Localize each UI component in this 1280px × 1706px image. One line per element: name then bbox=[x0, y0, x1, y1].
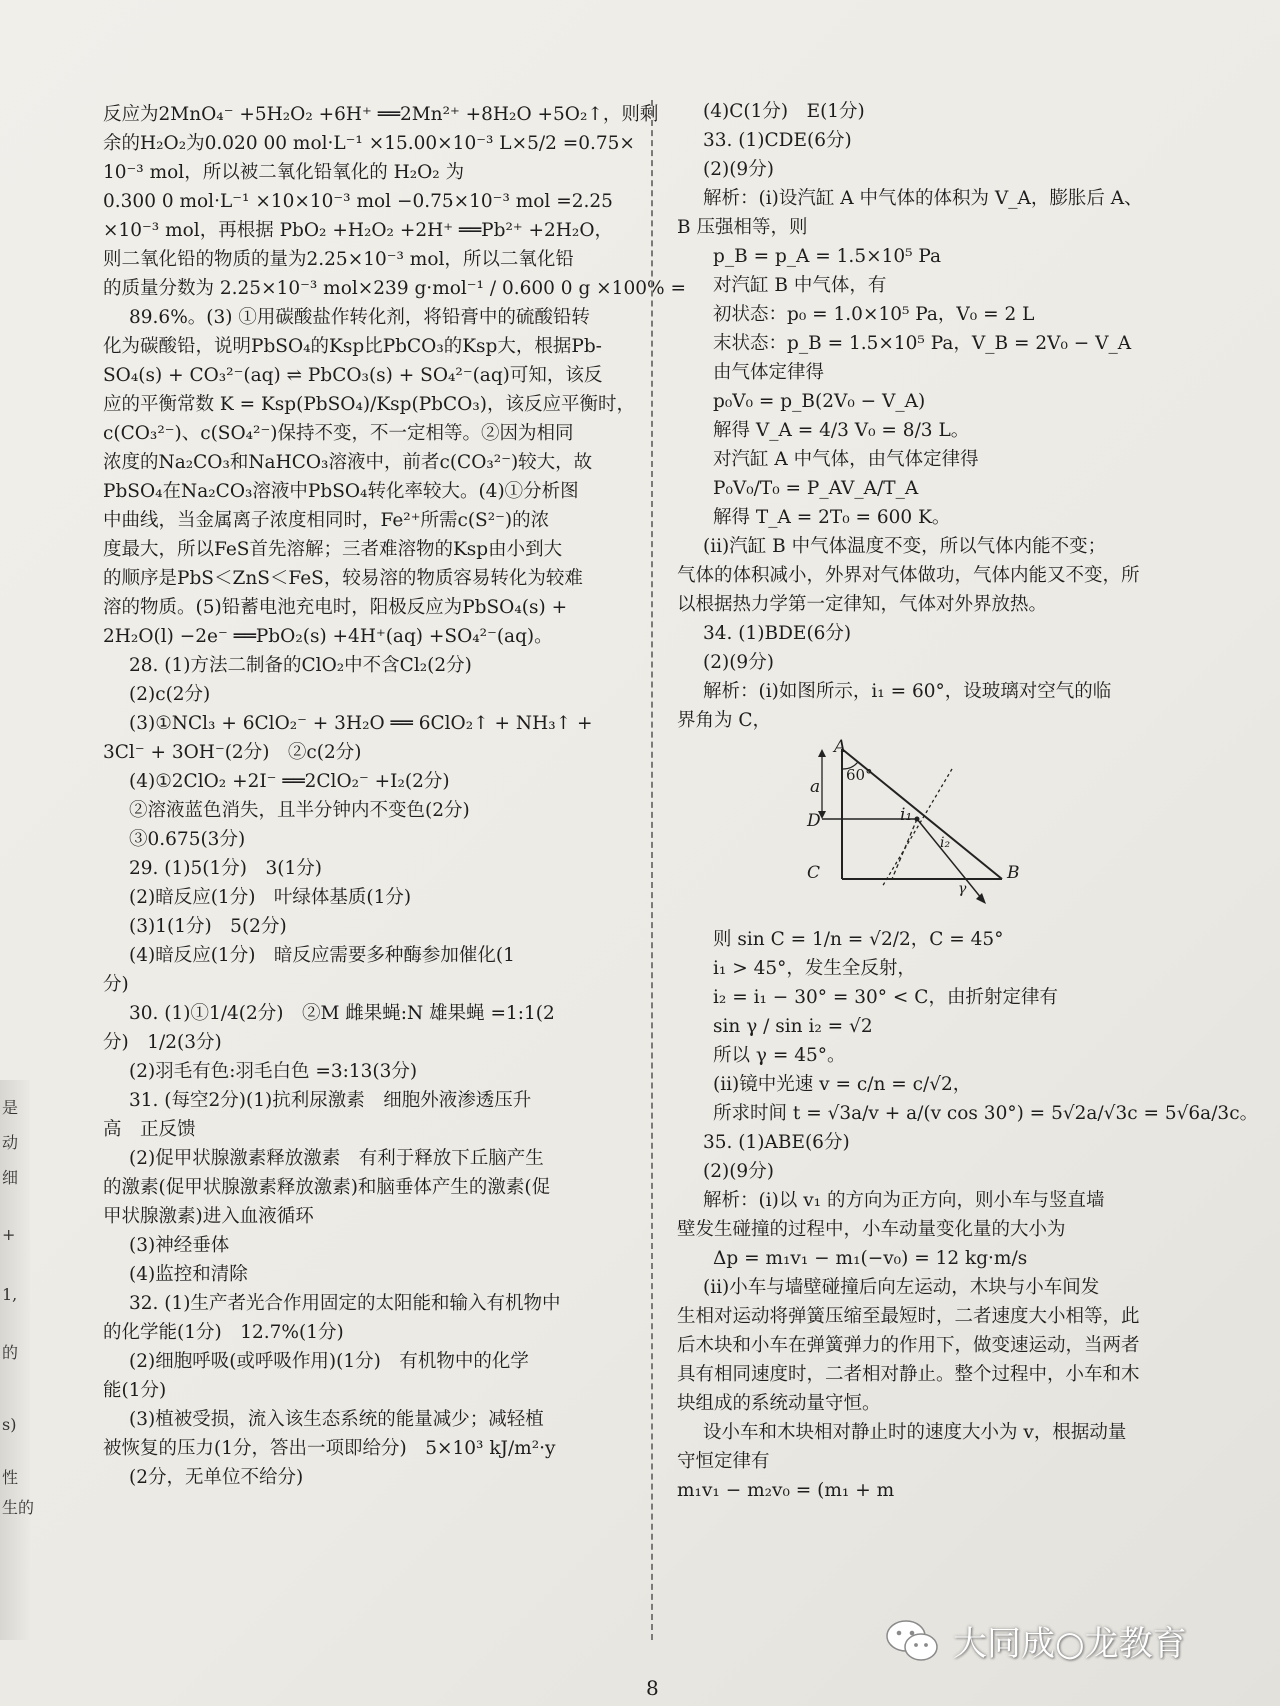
text-line: 生相对运动将弹簧压缩至最短时，二者速度大小相等，此 bbox=[677, 1306, 1140, 1327]
text-line: 33. (1)CDE(6分) bbox=[703, 130, 852, 151]
text-line: 10⁻³ mol，所以被二氧化铅氧化的 H₂O₂ 为 bbox=[103, 162, 465, 183]
left-column bbox=[103, 100, 686, 1492]
arrow-up-icon bbox=[818, 749, 826, 757]
text-line: 以根据热力学第一定律知，气体对外界放热。 bbox=[677, 594, 1048, 615]
text-line: 块组成的系统动量守恒。 bbox=[677, 1393, 881, 1414]
optics-diagram bbox=[677, 739, 1202, 925]
edge-fragment: 动 bbox=[2, 1133, 19, 1152]
text-line: 度最大，所以FeS首先溶解；三者难溶物的Ksp由小到大 bbox=[103, 539, 563, 560]
text-line: (2)促甲状腺激素释放激素 有利于释放下丘脑产生 bbox=[129, 1148, 544, 1169]
text-line: 由气体定律得 bbox=[713, 362, 825, 383]
text-line: 具有相同速度时，二者相对静止。整个过程中，小车和木 bbox=[677, 1364, 1140, 1385]
label-B: B bbox=[1007, 863, 1020, 883]
text-line: p_B = p_A = 1.5×10⁵ Pa bbox=[713, 246, 942, 267]
text-line: 壁发生碰撞的过程中，小车动量变化量的大小为 bbox=[677, 1219, 1066, 1240]
text-line: (2)c(2分) bbox=[129, 684, 211, 705]
text-line: 余的H₂O₂为0.020 00 mol·L⁻¹ ×15.00×10⁻³ L×5/2 =0.75× bbox=[103, 133, 635, 154]
edge-fragment: s) bbox=[2, 1415, 17, 1434]
label-60-degrees: 60° bbox=[846, 766, 873, 784]
text-line: (ⅱ)汽缸 B 中气体温度不变，所以气体内能不变； bbox=[703, 536, 1107, 557]
text-line: (ⅱ)镜中光速 v = c/n = c/√2， bbox=[713, 1074, 972, 1095]
column-divider bbox=[651, 100, 653, 1640]
label-D: D bbox=[807, 811, 821, 831]
text-line: (3)①NCl₃ + 6ClO₂⁻ + 3H₂O ══ 6ClO₂↑ + NH₃↑ + bbox=[129, 713, 593, 734]
text-line: 2H₂O(l) −2e⁻ ══PbO₂(s) +4H⁺(aq) +SO₄²⁻(aq)。 bbox=[103, 626, 553, 647]
text-line: (3)植被受损，流入该生态系统的能量减少；减轻植 bbox=[129, 1409, 544, 1430]
text-line: (3)1(1分) 5(2分) bbox=[129, 916, 287, 937]
text-line: 29. (1)5(1分) 3(1分) bbox=[129, 858, 322, 879]
text-line: 的顺序是PbS＜ZnS＜FeS，较易溶的物质容易转化为较难 bbox=[103, 568, 583, 589]
text-line: (2分，无单位不给分) bbox=[129, 1467, 304, 1488]
text-line: 设小车和木块相对静止时的速度大小为 v，根据动量 bbox=[703, 1422, 1127, 1443]
watermark-text: 大同成○龙教育 bbox=[953, 1624, 1187, 1664]
text-line: (2)(9分) bbox=[703, 652, 774, 673]
text-line: (2)(9分) bbox=[703, 159, 774, 180]
text-line: 89.6%。(3) ①用碳酸盐作转化剂，将铅膏中的硫酸铅转 bbox=[129, 307, 590, 328]
text-line: (3)神经垂体 bbox=[129, 1235, 230, 1256]
edge-fragment: 的 bbox=[2, 1343, 19, 1362]
text-line: ③0.675(3分) bbox=[129, 829, 246, 850]
text-line: 所以 γ = 45°。 bbox=[713, 1045, 846, 1066]
text-line: PbSO₄在Na₂CO₃溶液中PbSO₄转化率较大。(4)①分析图 bbox=[103, 481, 579, 502]
text-line: 分) bbox=[103, 974, 129, 995]
text-line: 化为碳酸铅，说明PbSO₄的Ksp比PbCO₃的Ksp大，根据Pb- bbox=[103, 336, 602, 357]
text-line: c(CO₃²⁻)、c(SO₄²⁻)保持不变，不一定相等。②因为相同 bbox=[103, 423, 574, 444]
text-line: (4)①2ClO₂ +2I⁻ ══2ClO₂⁻ +I₂(2分) bbox=[129, 771, 450, 792]
text-line: P₀V₀/T₀ = P_AV_A/T_A bbox=[713, 478, 919, 499]
text-line: 解析：(ⅰ)以 v₁ 的方向为正方向，则小车与竖直墙 bbox=[703, 1190, 1105, 1211]
text-line: (2)(9分) bbox=[703, 1161, 774, 1182]
text-line: sin γ / sin i₂ = √2 bbox=[713, 1016, 873, 1037]
text-line: ×10⁻³ mol，再根据 PbO₂ +H₂O₂ +2H⁺ ══Pb²⁺ +2H₂O， bbox=[103, 220, 614, 241]
text-line: 对汽缸 B 中气体，有 bbox=[713, 275, 887, 296]
text-line: i₁ > 45°，发生全反射， bbox=[713, 958, 916, 979]
text-line: 气体的体积减小，外界对气体做功，气体内能又不变，所 bbox=[677, 565, 1140, 586]
text-line: Δp = m₁v₁ − m₁(−v₀) = 12 kg·m/s bbox=[713, 1248, 1028, 1269]
text-line: 分) 1/2(3分) bbox=[103, 1032, 222, 1053]
normal-line bbox=[882, 769, 952, 887]
edge-fragment: 生的 bbox=[2, 1498, 35, 1517]
text-line: (4)C(1分) E(1分) bbox=[703, 101, 865, 122]
text-line: 对汽缸 A 中气体，由气体定律得 bbox=[713, 449, 979, 470]
text-line: i₂ = i₁ − 30° = 30° < C，由折射定律有 bbox=[713, 987, 1058, 1008]
text-line: 中曲线，当金属离子浓度相同时，Fe²⁺所需c(S²⁻)的浓 bbox=[103, 510, 550, 531]
watermark bbox=[885, 1616, 1187, 1665]
text-line: 解得 T_A = 2T₀ = 600 K。 bbox=[713, 507, 951, 528]
edge-fragment: 是 bbox=[2, 1098, 19, 1117]
right-column bbox=[677, 97, 1259, 1505]
text-line: 3Cl⁻ + 3OH⁻(2分) ②c(2分) bbox=[103, 742, 362, 763]
text-line: 应的平衡常数 K = Ksp(PbSO₄)/Ksp(PbCO₃)，该反应平衡时， bbox=[103, 394, 635, 415]
text-line: 后木块和小车在弹簧弹力的作用下，做变速运动，当两者 bbox=[677, 1335, 1140, 1356]
text-line: 则 sin C = 1/n = √2/2，C = 45° bbox=[713, 929, 1004, 950]
text-line: 的化学能(1分) 12.7%(1分) bbox=[103, 1322, 344, 1343]
text-line: 高 正反馈 bbox=[103, 1119, 196, 1140]
text-line: 35. (1)ABE(6分) bbox=[703, 1132, 850, 1153]
label-i1: i₁ bbox=[900, 805, 913, 825]
text-line: 0.300 0 mol·L⁻¹ ×10×10⁻³ mol −0.75×10⁻³ mol =2.25 bbox=[103, 191, 613, 212]
text-line: 末状态：p_B = 1.5×10⁵ Pa，V_B = 2V₀ − V_A bbox=[713, 333, 1132, 354]
text-line: 初状态：p₀ = 1.0×10⁵ Pa，V₀ = 2 L bbox=[713, 304, 1035, 325]
label-gamma: γ bbox=[958, 881, 967, 897]
text-line: 溶的物质。(5)铅蓄电池充电时，阳极反应为PbSO₄(s) + bbox=[103, 597, 568, 618]
text-line: 的质量分数为 2.25×10⁻³ mol×239 g·mol⁻¹ / 0.600 0 g ×100% = bbox=[103, 278, 686, 299]
text-line: ②溶液蓝色消失，且半分钟内不变色(2分) bbox=[129, 800, 470, 821]
text-line: 34. (1)BDE(6分) bbox=[703, 623, 852, 644]
edge-fragment: 1, bbox=[2, 1285, 18, 1304]
text-line: (4)监控和清除 bbox=[129, 1264, 248, 1285]
text-line: (2)细胞呼吸(或呼吸作用)(1分) 有机物中的化学 bbox=[129, 1351, 529, 1372]
text-line: 的激素(促甲状腺激素释放激素)和脑垂体产生的激素(促 bbox=[103, 1177, 551, 1198]
text-line: m₁v₁ − m₂v₀ = (m₁ + m bbox=[677, 1480, 895, 1501]
text-line: 解析：(ⅰ)设汽缸 A 中气体的体积为 V_A，膨胀后 A、 bbox=[703, 188, 1143, 209]
text-line: 浓度的Na₂CO₃和NaHCO₃溶液中，前者c(CO₃²⁻)较大，故 bbox=[103, 452, 593, 473]
text-line: 甲状腺激素)进入血液循环 bbox=[103, 1206, 314, 1227]
text-line: (2)羽毛有色:羽毛白色 =3:13(3分) bbox=[129, 1061, 418, 1082]
edge-fragment: + bbox=[2, 1225, 16, 1244]
text-line: SO₄(s) + CO₃²⁻(aq) ⇌ PbCO₃(s) + SO₄²⁻(aq)可知，该反 bbox=[103, 365, 603, 386]
right-column-bottom-text bbox=[677, 925, 1259, 1505]
text-line: p₀V₀ = p_B(2V₀ − V_A) bbox=[713, 391, 926, 412]
edge-fragment: 细 bbox=[2, 1168, 19, 1187]
text-line: 守恒定律有 bbox=[677, 1451, 770, 1472]
text-line: 所求时间 t = √3a/v + a/(v cos 30°) = 5√2a/√3c = 5√6a/3c。 bbox=[713, 1103, 1259, 1124]
text-line: 界角为 C， bbox=[677, 710, 772, 731]
edge-fragment: 性 bbox=[2, 1468, 19, 1487]
text-line: 解得 V_A = 4/3 V₀ = 8/3 L。 bbox=[713, 420, 970, 441]
page-number: 8 bbox=[646, 1676, 659, 1700]
label-A: A bbox=[834, 737, 847, 757]
text-line: 能(1分) bbox=[103, 1380, 167, 1401]
incidence-point bbox=[915, 817, 920, 822]
text-line: 31. (每空2分)(1)抗利尿激素 细胞外液渗透压升 bbox=[129, 1090, 532, 1111]
right-column-top-text bbox=[677, 97, 1202, 735]
text-line: B 压强相等，则 bbox=[677, 217, 808, 238]
label-i2: i₂ bbox=[940, 835, 951, 851]
text-line: 32. (1)生产者光合作用固定的太阳能和输入有机物中 bbox=[129, 1293, 561, 1314]
text-line: 解析：(ⅰ)如图所示，i₁ = 60°，设玻璃对空气的临 bbox=[703, 681, 1112, 702]
label-C: C bbox=[807, 863, 821, 883]
text-line: 反应为2MnO₄⁻ +5H₂O₂ +6H⁺ ══2Mn²⁺ +8H₂O +5O₂↑，则剩 bbox=[103, 104, 659, 125]
text-line: (ⅱ)小车与墙壁碰撞后向左运动，木块与小车间发 bbox=[703, 1277, 1100, 1298]
wechat-logo-icon bbox=[885, 1618, 939, 1664]
text-line: 28. (1)方法二制备的ClO₂中不含Cl₂(2分) bbox=[129, 655, 472, 676]
text-line: (2)暗反应(1分) 叶绿体基质(1分) bbox=[129, 887, 412, 908]
text-line: 被恢复的压力(1分，答出一项即给分) 5×10³ kJ/m²·y bbox=[103, 1438, 556, 1459]
text-line: 30. (1)①1/4(2分) ②M 雌果蝇:N 雄果蝇 =1:1(2 bbox=[129, 1003, 555, 1024]
text-line: 则二氧化铅的物质的量为2.25×10⁻³ mol，所以二氧化铅 bbox=[103, 249, 574, 270]
label-a: a bbox=[810, 777, 821, 797]
text-line: (4)暗反应(1分) 暗反应需要多种酶参加催化(1 bbox=[129, 945, 515, 966]
